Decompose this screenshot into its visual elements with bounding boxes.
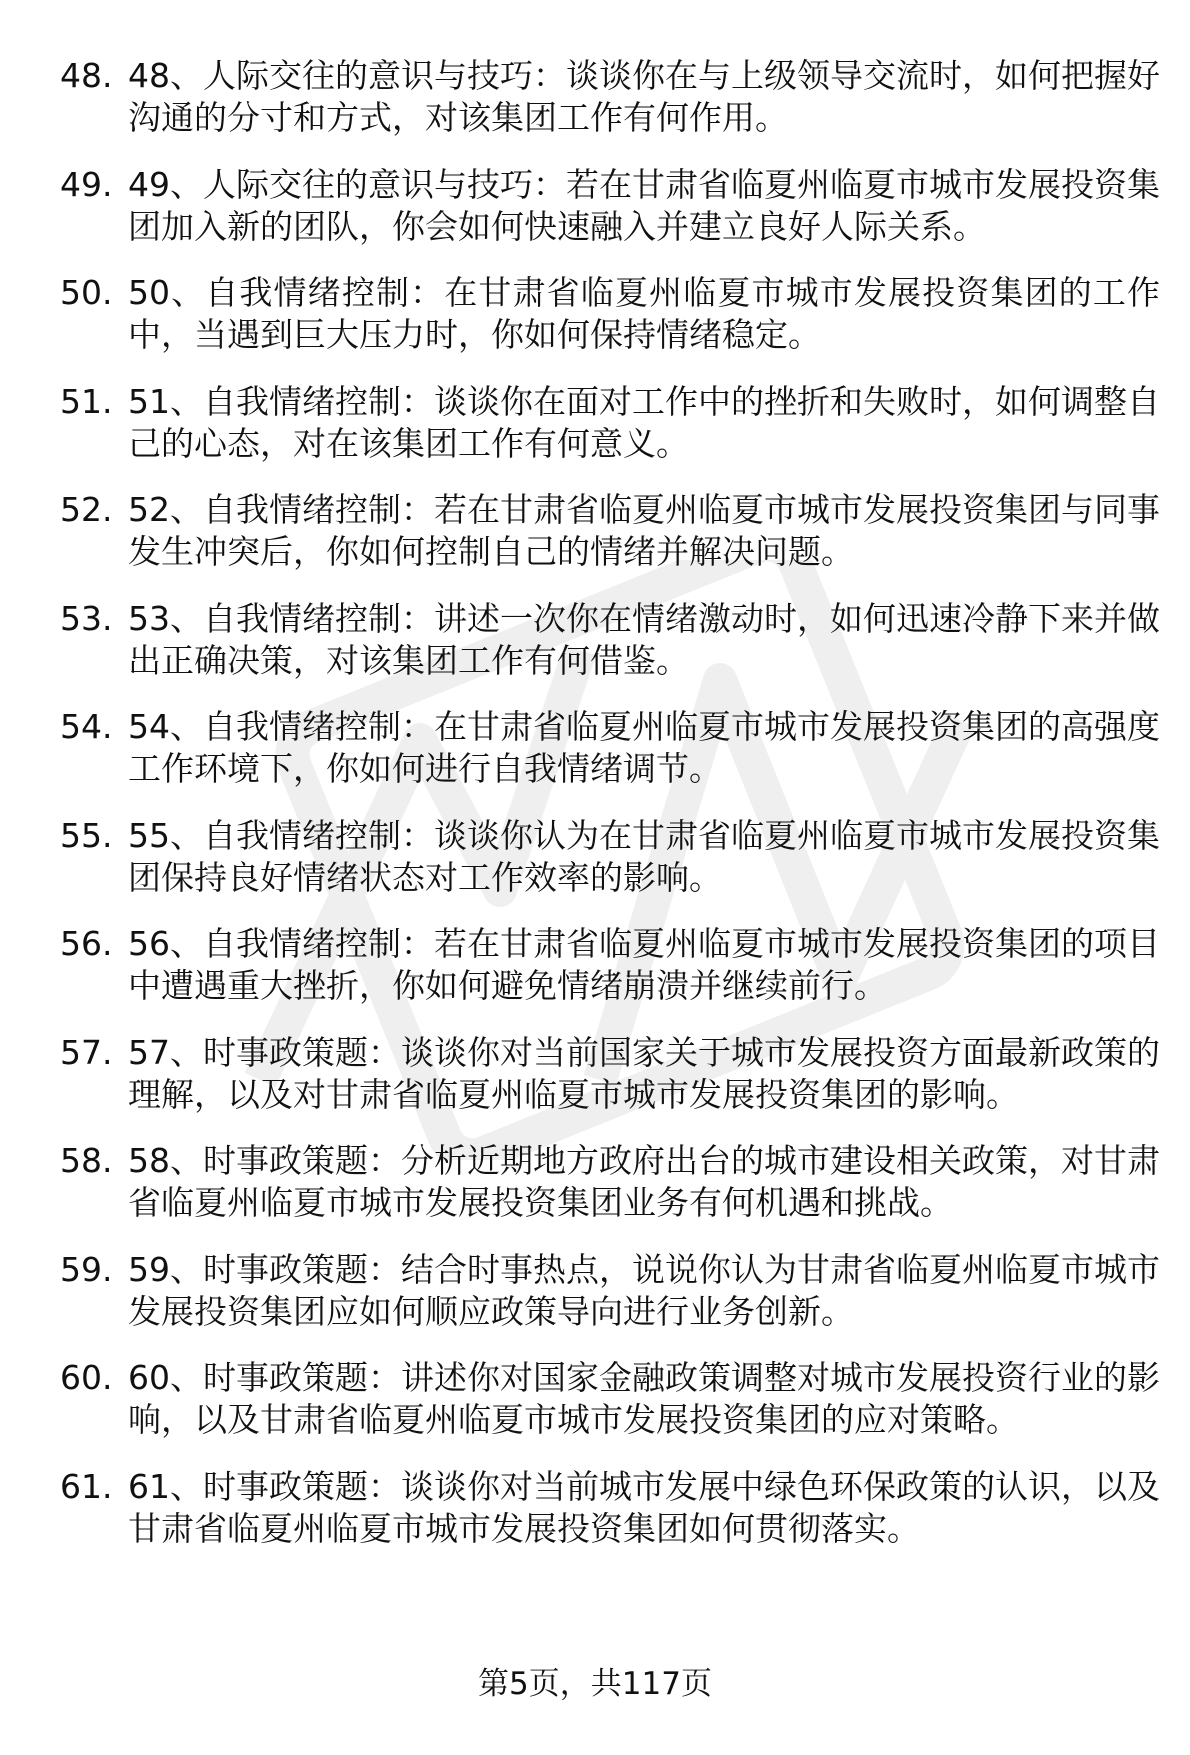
question-text: 57、时事政策题：谈谈你对当前国家关于城市发展投资方面最新政策的理解，以及对甘肃省临夏州临夏市城市发展投资集团的影响。 [128,1032,1160,1114]
list-item [60,1032,1160,1116]
question-text: 59、时事政策题：结合时事热点，说说你认为甘肃省临夏州临夏市城市发展投资集团应如何顺应政策导向进行业务创新。 [128,1249,1160,1331]
question-number: 54. [60,707,113,746]
question-text: 48、人际交往的意识与技巧：谈谈你在与上级领导交流时，如何把握好沟通的分寸和方式，对该集团工作有何作用。 [128,56,1160,137]
list-item [60,1466,1160,1550]
question-number: 49. [60,164,113,204]
question-number: 53. [60,598,113,638]
page-number-footer: 第5页，共117页 [478,1666,712,1702]
question-number: 60. [60,1358,113,1397]
list-item [60,489,1160,573]
list-item [60,923,1160,1007]
list-item [60,381,1160,465]
question-text: 53、自我情绪控制：讲述一次你在情绪激动时，如何迅速冷静下来并做出正确决策，对该集团工作有何借鉴。 [128,598,1160,680]
list-item [60,1140,1160,1224]
question-text: 51、自我情绪控制：谈谈你在面对工作中的挫折和失败时，如何调整自己的心态，对在该集团工作有何意义。 [128,381,1160,463]
list-item [60,598,1160,682]
question-number: 56. [60,924,113,963]
question-text: 56、自我情绪控制：若在甘肃省临夏州临夏市城市发展投资集团的项目中遭遇重大挫折，你如何避免情绪崩溃并继续前行。 [128,924,1160,1005]
question-number: 50. [60,273,113,312]
question-text: 60、时事政策题：讲述你对国家金融政策调整对城市发展投资行业的影响，以及甘肃省临夏州临夏市城市发展投资集团的应对策略。 [128,1358,1160,1439]
list-item [60,272,1160,356]
question-text: 55、自我情绪控制：谈谈你认为在甘肃省临夏州临夏市城市发展投资集团保持良好情绪状态对工作效率的影响。 [128,815,1160,897]
list-item [60,1249,1160,1333]
list-item [60,815,1160,899]
question-text: 54、自我情绪控制：在甘肃省临夏州临夏市城市发展投资集团的高强度工作环境下，你如何进行自我情绪调节。 [128,707,1160,788]
question-list [60,55,1160,1574]
question-number: 55. [60,815,113,855]
list-item [60,1357,1160,1441]
question-number: 48. [60,56,113,95]
question-text: 52、自我情绪控制：若在甘肃省临夏州临夏市城市发展投资集团与同事发生冲突后，你如何控制自己的情绪并解决问题。 [128,490,1160,571]
question-text: 58、时事政策题：分析近期地方政府出台的城市建设相关政策，对甘肃省临夏州临夏市城市发展投资集团业务有何机遇和挑战。 [128,1141,1160,1222]
question-number: 58. [60,1141,113,1180]
question-number: 51. [60,381,113,421]
question-text: 50、自我情绪控制：在甘肃省临夏州临夏市城市发展投资集团的工作中，当遇到巨大压力时，你如何保持情绪稳定。 [128,273,1160,354]
question-number: 59. [60,1249,113,1289]
list-item [60,164,1160,248]
question-text: 61、时事政策题：谈谈你对当前城市发展中绿色环保政策的认识，以及甘肃省临夏州临夏市城市发展投资集团如何贯彻落实。 [128,1466,1160,1548]
question-number: 61. [60,1466,113,1506]
list-item [60,55,1160,139]
list-item [60,706,1160,790]
question-number: 52. [60,490,113,529]
question-text: 49、人际交往的意识与技巧：若在甘肃省临夏州临夏市城市发展投资集团加入新的团队，你会如何快速融入并建立良好人际关系。 [128,164,1160,246]
question-number: 57. [60,1032,113,1072]
